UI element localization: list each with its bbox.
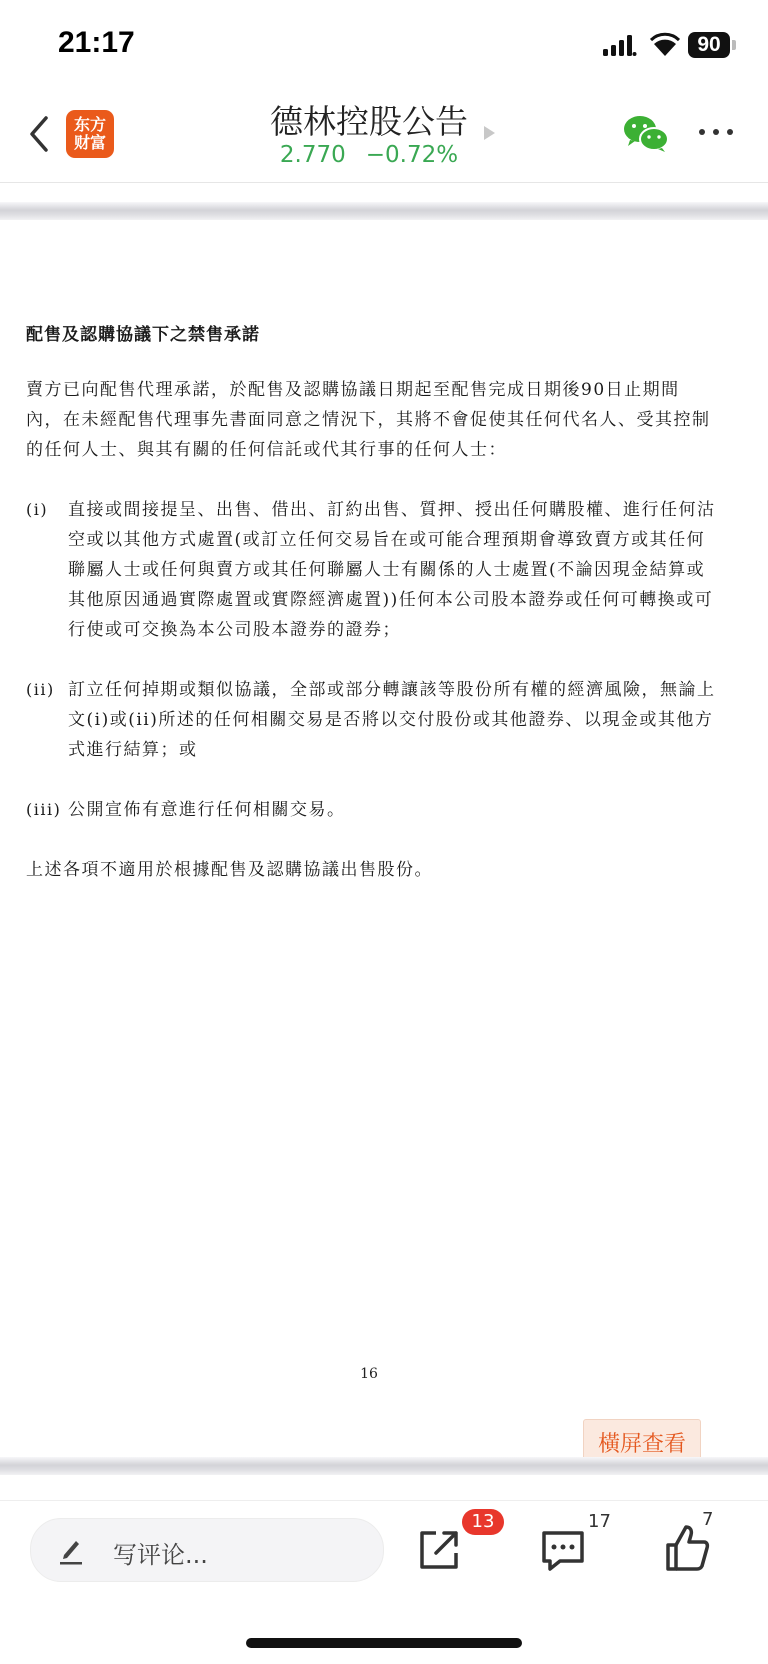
logo-line-1: 东方 <box>73 115 106 134</box>
section-heading: 配售及認購協議下之禁售承諾 <box>26 325 260 345</box>
wechat-share-icon[interactable] <box>622 114 670 154</box>
battery-level: 90 <box>688 32 730 58</box>
pen-icon <box>57 1535 85 1565</box>
cellular-signal-icon <box>603 34 637 58</box>
nav-header <box>0 84 768 183</box>
list-item-number: (i) <box>26 500 49 519</box>
page-number: 16 <box>360 1366 378 1382</box>
expand-triangle-icon[interactable] <box>484 126 495 140</box>
comment-icon[interactable] <box>540 1529 586 1573</box>
share-icon[interactable] <box>416 1527 462 1573</box>
share-count-badge: 13 <box>462 1509 504 1535</box>
stock-price: 2.770 <box>279 142 346 168</box>
list-item-text: 直接或間接提呈、出售、借出、訂約出售、質押、授出任何購股權、進行任何沽空或以其他方式處置(或訂立任何交易旨在或可能合理預期會導致賣方或其任何聯屬人士或任何與賣方或其任何聯屬人士有關係的人士處置(不論因現金結算或其他原因通過實際處置或實際經濟處置))任何本公司股本證券或任何可轉換或可行使或可交換為本公司股本證券的證券； <box>68 500 716 640</box>
announcement-page <box>26 320 716 915</box>
landscape-view-button[interactable]: 橫屏查看 <box>583 1419 701 1471</box>
closing-paragraph: 上述各項不適用於根據配售及認購協議出售股份。 <box>26 860 433 880</box>
like-count: 7 <box>702 1509 714 1530</box>
list-item-number: (ii) <box>26 680 55 699</box>
page-separator-top <box>0 202 768 220</box>
status-bar <box>0 0 768 84</box>
more-menu-icon[interactable] <box>696 122 736 142</box>
wifi-icon <box>650 32 680 58</box>
stock-change: −0.72% <box>365 142 459 168</box>
list-item <box>26 795 716 825</box>
thumbs-up-icon[interactable] <box>664 1523 710 1573</box>
comment-count: 17 <box>588 1511 611 1532</box>
status-time: 21:17 <box>58 26 135 59</box>
list-item <box>26 495 716 645</box>
bottom-action-bar <box>0 1500 768 1664</box>
logo-line-2: 财富 <box>73 133 106 152</box>
comment-placeholder: 写评论... <box>113 1541 208 1569</box>
battery-nub <box>732 40 736 50</box>
list-item-text: 公開宣佈有意進行任何相關交易。 <box>68 800 346 820</box>
page-title[interactable]: 德林控股公告 <box>270 102 468 141</box>
list-item-number: (iii) <box>26 800 62 819</box>
list-item <box>26 675 716 765</box>
list-item-text: 訂立任何掉期或類似協議，全部或部分轉讓該等股份所有權的經濟風險，無論上文(i)或(ii)所述的任何相關交易是否將以交付股份或其他證券、以現金或其他方式進行結算；或 <box>68 680 716 760</box>
intro-paragraph: 賣方已向配售代理承諾，於配售及認購協議日期起至配售完成日期後90日止期間內，在未經配售代理事先書面同意之情況下，其將不會促使其任何代名人、受其控制的任何人士、與其有關的任何信託或代其行事的任何人士： <box>26 380 711 460</box>
page-separator-bottom <box>0 1457 768 1475</box>
home-indicator[interactable] <box>246 1638 522 1648</box>
comment-input[interactable] <box>30 1518 384 1582</box>
